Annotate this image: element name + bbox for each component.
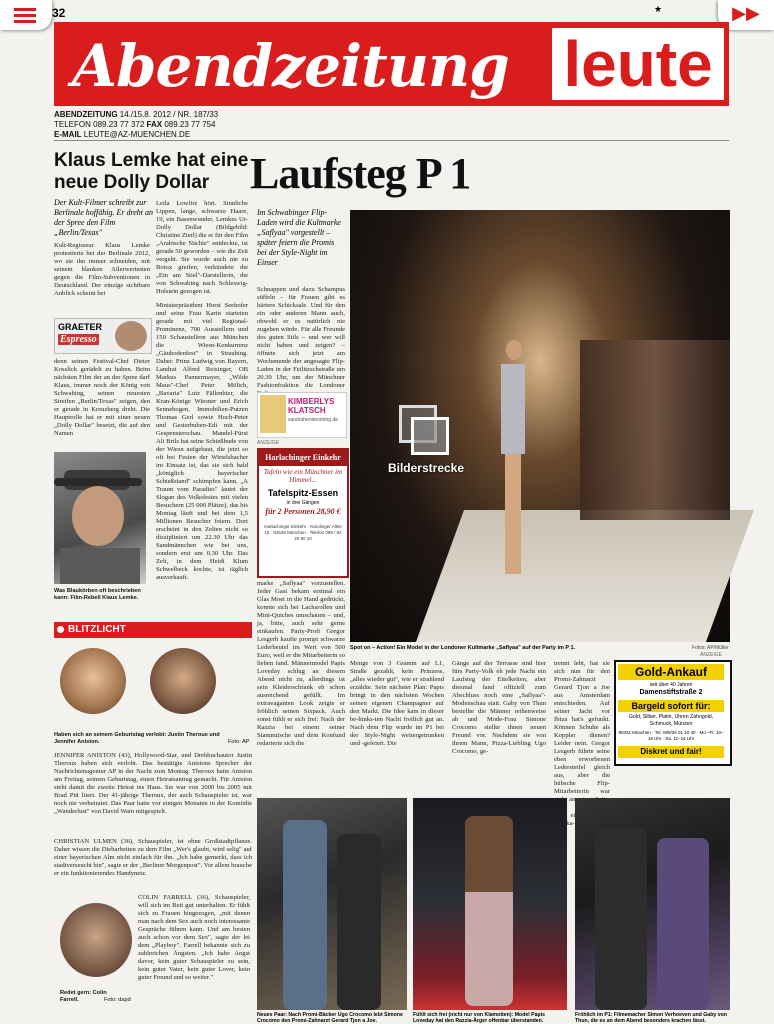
column-subtitle: Espresso <box>60 334 97 345</box>
bottom-caption-2: Fühlt sich frei (nicht nur von Klamotten): Model Papis Loveday hat den Razzia-Ärger offenbar überstanden. <box>413 1012 545 1024</box>
ad-label: ANZEIGE <box>700 652 722 658</box>
person-figure <box>337 834 381 1010</box>
contact-label: FAX <box>146 120 163 129</box>
ad-title: Gold-Ankauf <box>618 664 724 680</box>
menu-button[interactable] <box>0 0 52 30</box>
person-figure <box>283 820 327 1010</box>
gallery-stack-icon-front <box>411 417 449 455</box>
ad-title: KIMBERLYS KLATSCH <box>288 397 335 415</box>
ad-address: Harlachinger Einkehr · Karolinger Allee 18 · 81545 München · Telefon 089 / 64 20 90 10 <box>264 524 342 541</box>
person-figure <box>595 828 647 1010</box>
ad-slogan: Diskret und fair! <box>618 746 724 758</box>
ad-items: Gold, Silber, Platin, Uhren Zahngold, Schmuck, Münzen <box>628 714 714 727</box>
farrell-caption: Redet gern: Colin Farrell. <box>60 990 107 1003</box>
page-number: 32 <box>52 6 66 20</box>
contact-label: TELEFON <box>54 120 91 129</box>
masthead <box>54 22 729 106</box>
justin-theroux-photo <box>150 648 216 714</box>
contact-label: ABENDZEITUNG <box>54 110 118 119</box>
jennifer-aniston-photo <box>60 648 126 714</box>
hamburger-menu-icon-bar <box>14 14 36 17</box>
kimberly-klatsch-ad[interactable] <box>257 392 347 438</box>
ad-slogan: Tafeln wie ein Münchner im Himmel... <box>263 468 343 484</box>
contact-info <box>54 110 218 140</box>
phone-number: 089.23 77 372 <box>93 120 145 129</box>
fast-forward-icon: ▶▶ <box>732 3 760 24</box>
hamburger-menu-icon-bar <box>14 20 36 23</box>
model-legs <box>505 454 521 574</box>
main-body-3: Menge von 3 Gramm auf L1, Straße gezahlt, kein Prinzess, „alles wieder gut", wie er strahlend erzählte. Sein nächster Plan: Papis bringt in den nächsten Wochen seinen eigenen Champagner auf den Markt. Die Idee kam in dieser be-hinks-ten Nacht freilich gut an. Nach dem Flip wurde im P1 bei der Style-Night weitergetrunken und -gefeiert. Die <box>350 660 444 747</box>
hamburger-menu-icon <box>14 8 36 11</box>
section-label: leute <box>552 28 724 100</box>
issue-info: 14./15.8. 2012 / NR. 187/33 <box>119 110 219 119</box>
ad-dish: Tafelspitz-Essen <box>267 488 339 498</box>
photo-credit: Foto: AP <box>228 739 250 745</box>
main-body-4: Gänge auf der Terrasse sind hier fürs Party-Volk eh jede Nacht ein Laufsteg der Eitelkeiten, aber diesmal fand offiziell zum Abschluss noch eine „Saflyaa"-Modenschau statt. Gaby von Thun bestellte die Männer reihenweise ab und Mode-Frau Simone Crocomo stellte ihnen neuen Freund vor. Nachdem sie von ihrem Mann, Pizza-Liebling Ugo Crocomo, ge- <box>452 660 546 755</box>
ulmen-news: CHRISTIAN ULMEN (36), Schauspieler, ist ohne Großstadtpflanze. Daher wissen die Diebarbeiten zu dem Film „Wer's glaubt, wird selig" auf einer bayerischen Alm nicht einfach für ihn. „Ich habe gemerkt, dass ich stadtverseucht bin", sagte er der „Berliner Morgenpost". Vor allem brauche er ein funktionierendes Handynetz. <box>54 838 252 877</box>
lemke-text-4: Ministerpräsident Horst Seehofer und seine Frau Karin starteten gerade mit viel Regional-Prominenz, 700 Ausstellern und 150 Schaustellern aus München die Wiesn-Konkurrenz „Gäubodenfest" in Straubing. Dabei: Prinz Ludwig von Bayern, Landrat Alfred Reisinger, OB Markus Pannermayer, „Wilde Maus"-Chef Peter Mölich, „Bavaria" Lutz Fällenbier, die Kran-Könige Wiesner und Erich Sennebogen, Immobilien-Putzen Thomas Gerl sowie Hoch-Peter und Gesterbuben-Edi mit der Gespensterschau. Mandel-Fürst Ali Brils hat seine Schießbude von der Wiesn aufgebaut, die jetzt so oft bei Festen der Wirtelsbacher im Einsatz ist, das sie sich bald „königlich bayerischer Schießstand" schimpfen kann. „A Traum vom Paradies" lautet der Slogan des Volksfestes mit vielen Besuchern (25 000 Plätze), das bis Montag läuft und bei dem 1,5 Millionen Besucher feiern. Dort erscheint in den Zelten nicht so diszipliniert um 22.30 Uhr das Sandmännchen wie bei uns, sondern erst um 0.30 Uhr. Das Zelt, in dem Heidi Klum Schwelbeck kochte, ist täglich ausverkauft. <box>156 302 248 581</box>
main-headline: Laufsteg P 1 <box>250 149 471 198</box>
ad-note: in drei Gängen <box>286 500 320 506</box>
star-icon: ★ <box>654 5 663 15</box>
lemke-text-2: denn seinen Festival-Chef Dieter Kosslick gerädelt zu haben. Beim nächsten Film der an der Spree darf Klaus, immer noch der König von Schwabing, seinen neuesten Streifen „Berlin/Texas" zeigen, den er gerade in Kreuzberg dreht. Die Hauptrolle hat er mit einer neuen „Dolly Dollar" besetzt, die auf den Namen <box>54 358 150 437</box>
bottom-caption-1: Neues Paar: Nach Promi-Bäcker Ugo Crocomo lebt Simone Crocomo den Promi-Zahnarzt Gerard Tjon a Joe. <box>257 1012 403 1024</box>
blitzlicht-banner <box>54 622 252 638</box>
runway-floor <box>416 510 754 642</box>
main-body-1: Schnappen und dazu Schampus süffeln – für Frauen gibt es härtere Schicksale. Und für den ein oder anderen Mann auch, obwohl er es natürlich nie zugeben würde. Für alle Freunde des guten Stils – und wer will nicht haben und zeigen? – öffnete sich jetzt am Wochenende der angesagte Flip-Laden in der Feilitzschstraße um 20.30 Uhr, um der Münchner Fashionfraktion die Londoner <box>257 286 345 389</box>
lemke-text-1: Kult-Regisseur Klaus Lemke protestierte bei der Berlinale 2012, wo sie ihn immer schneiden, mit seinem blanken Allerwertesten gegen die Film-Subventionen in Deutschland. Der einzige sichtbare Anblick scheint bei <box>54 242 150 297</box>
lemke-text-3: Leila Lowfire hört. Sinnliche Lippen, lange, schwarze Haare, 19, ein Basenwunder, Lemkes Ur-Dolly Dollar (Bildgebild: Christine Zierl) die er für den Film „Arabische Nächte" entdeckte, ist gerade 50 geworden – wie die Zeit vergeht. Sie wurde auch nie zu Botox greifen, verkündete die „Ein am Stiel"-Darstellerin, die von Schwabing nach Schleswig-Holstein gezogen ist. <box>156 200 248 295</box>
lemke-headline: Klaus Lemke hat eine neue Dolly Dollar <box>54 150 249 193</box>
divider <box>54 140 729 141</box>
verhoeven-von-thun-photo[interactable] <box>575 798 730 1010</box>
gold-ankauf-ad[interactable] <box>614 660 732 766</box>
model-head <box>506 340 522 360</box>
papis-loveday-photo[interactable] <box>413 798 567 1010</box>
lemke-photo <box>54 452 146 584</box>
main-photo-caption: Spot on – Action! Ein Model in der Londoner Kultmarke „Saflyaa" auf der Party im P 1. <box>350 645 576 651</box>
person-figure <box>465 816 513 1006</box>
aniston-news: JENNIFER ANISTON (43), Hollywood-Star, und Drehbuchautor Justin Theroux haben sich verlobt. Das bestätigte Anistons Sprecher der Nachrichtenagentur AP in der Nacht zum Montag. Theroux hatte Aniston am Freitag, seinem Geburtstag, einen Heiratsantrag gemacht. Für Aniston steht damit die zweite Heirat ins Haus. Sie war von 2000 bis 2005 mit Brad Pitt liiert. Der 41-jährige Theroux, der auch Schauspieler ist, war noch nie verheiratet. Das Paar hatte vor einigen Monaten in der Komödie „Wanderlust" von David Wain mitgespielt. <box>54 752 252 815</box>
ad-price: für 2 Personen 28,90 € <box>265 507 341 516</box>
blitz-photo-caption: Haben sich an seinem Geburtstag verlobt: Justin Theroux und Jennifer Aniston. <box>54 732 220 745</box>
ad-hours: 80331 München · Tel. 089/26 01 10 40 · Mo.–Fr. 10–18 Uhr · Sa. 11–16 Uhr <box>618 730 724 741</box>
crocomo-couple-photo[interactable] <box>257 798 407 1010</box>
main-subhead: Im Schwabinger Flip-Laden wird die Kultmarke „Saflyaa" vorgestellt – später feiern die Promis bei der Style-Night im Einser <box>257 208 341 267</box>
column-title: GRAETER <box>58 322 103 332</box>
ad-title: Harlachinger Einkehr <box>259 450 347 466</box>
crowd <box>580 340 730 520</box>
person-figure <box>657 838 709 1010</box>
graeter-espresso-column-logo <box>54 318 152 354</box>
ad-label: ANZEIGE <box>257 440 279 446</box>
gallery-label: Bilderstrecke <box>387 461 465 475</box>
section-title: BLITZLICHT <box>68 624 126 635</box>
photo-credit: Foto: dapd <box>104 997 131 1003</box>
ad-offer: Bargeld sofort für: <box>618 700 724 712</box>
fax-number: 089.23 77 754 <box>164 120 216 129</box>
email-link[interactable]: LEUTE@AZ-MUENCHEN.DE <box>83 130 191 139</box>
kimberly-photo <box>260 395 286 433</box>
ad-street: Damenstiftstraße 2 <box>639 689 703 696</box>
columnist-avatar <box>115 321 147 351</box>
ad-since: seit über 40 Jahren <box>649 682 693 688</box>
model-dress <box>501 364 525 454</box>
contact-label: E-MAIL <box>54 130 82 139</box>
harlachinger-einkehr-ad[interactable] <box>257 448 349 578</box>
main-body-5: trennt lebt, hat sie sich nun für den Promi-Zahnarzt Gerard Tjon a Joe aus Amsterdam entschieden. Auf seiner Jacht vor Ibiza hat's gefunkt. Können Schuhe als Koppler dienen? Leider nein. Gregor Lesgerb führte seine eben erworbenen Ledersteifel gleich aus, aber die hübsche Flip-Mitarbeiterin war an <box>554 660 610 803</box>
runway-model <box>498 340 528 590</box>
lemke-photo-caption: Was Blaukörben oft beschrieben kann: Film-Rebell Klaus Lemke. <box>54 588 141 601</box>
lemke-portrait-illustration <box>54 452 146 584</box>
ad-url: sandrahenderstring.de <box>288 417 339 423</box>
colin-farrell-photo <box>60 903 132 977</box>
photo-credit: Fotos: AP/Müller <box>692 645 729 651</box>
farrell-news: COLIN FARRELL (36), Schauspieler, will sich im Bett gut unterhalten. Er fühlt sich zu Frauen hingezogen, „mit denen man nach dem Sex auch noch interessante Gespräche führen kann. Und am besten auch schon vor dem Sex", sagte der lei dem „Playboy". Farrell bekannte sich zu zahlreichen Ängsten. „Ich habe Angst davor, kein guter Schauspieler zu sein, kein guter Vater, kein guter Lover, kein guter Freund und so weiter." <box>138 894 250 981</box>
bilderstrecke-gallery-button[interactable] <box>385 405 463 485</box>
main-body-2: marke „Saflyaa" vorzustellen. Jeder Gast bekam erstmal ein Glas Moet in die Hand gedrückt, konnte sich bei Lachsrollen und Mini-Quiches umschauen – und, ja, bitte, auch sehr gerne einkaufen. Party-Profi Gregor Lesgerb kaufte prompt schwarze Lederbeutel im Wert von 500 Euro, weil er die Mitarbeiterin so lieben fand. Männermodel Papis Loveday schlug an diesem Abend nicht zu, allerdings ist sein Kleiderschrank eh schon ausreichend gefüllt. Im extravaganten Look zeigte er fröhlich seinen Sixpack. Auch sonst fühlt er sich frei: Nach der Razzia bei einem seiner Stammtische und dem Konfund redarierte sich die <box>257 580 345 747</box>
bullet-icon <box>57 626 64 633</box>
bottom-caption-3: Fröhlich im P1: Filmemacher Simon Verhoeven und Gaby von Thun, die es an dem Abend besonders krachen lässt. <box>575 1012 727 1024</box>
lemke-subhead: Der Kult-Filmer schreibt zur Berlinale hoffähig. Er dreht an der Spree den Film „Berlin/Texas" <box>54 198 154 237</box>
brand-logo: Abendzeitung <box>72 32 509 100</box>
